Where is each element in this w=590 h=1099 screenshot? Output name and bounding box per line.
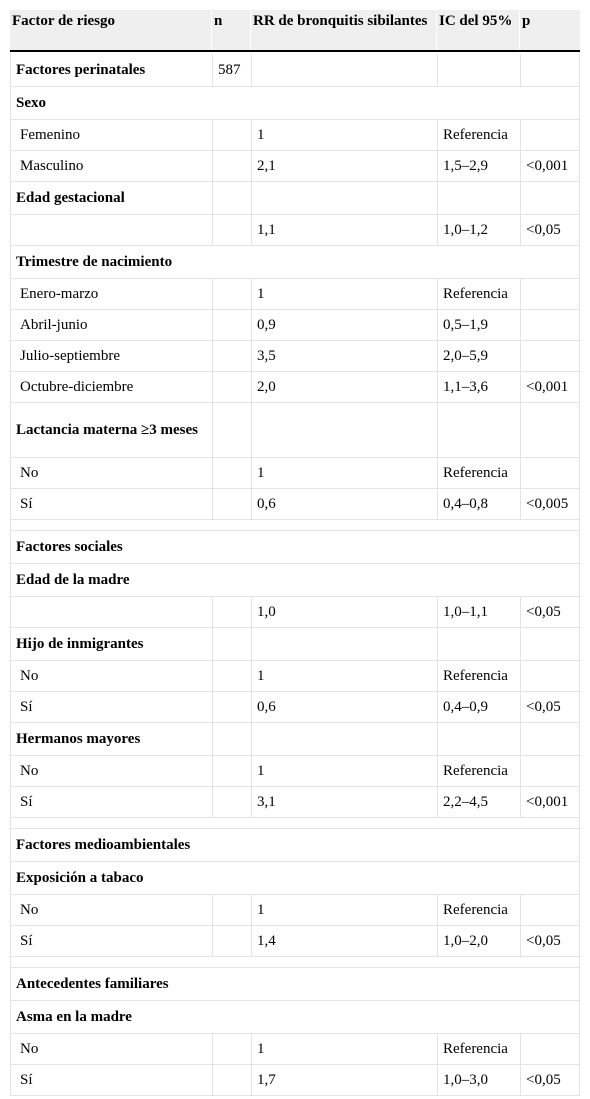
section-row [10,54,580,87]
cell-factor: Factores sociales [16,539,123,555]
cell-factor: Sexo [16,95,46,111]
cell-p: <0,005 [520,489,581,519]
cell-rr: 1,4 [251,926,437,956]
cell-rr: 1,0 [251,597,437,627]
cell-ic: 1,0–3,0 [437,1065,520,1095]
table-row [10,341,580,372]
cell-p [520,564,581,596]
spacer-row [10,520,580,531]
section-row [10,246,580,279]
cell-rr: 3,1 [251,787,437,817]
cell-p: <0,001 [520,372,581,402]
cell-factor [11,597,212,627]
cell-factor: Antecedentes familiares [16,976,169,992]
cell-ic [437,968,520,1000]
cell-rr: 1 [251,661,437,691]
cell-factor: Exposición a tabaco [16,870,144,886]
table-row [10,1065,580,1096]
cell-ic [437,87,520,119]
cell-factor: Octubre-diciembre [20,379,134,395]
cell-p [520,723,581,755]
cell-p [520,628,581,660]
cell-rr [251,829,437,861]
cell-factor: Sí [20,496,33,512]
cell-rr: 2,0 [251,372,437,402]
cell-ic: Referencia [437,120,520,150]
cell-factor: No [20,668,39,684]
cell-n [212,862,251,894]
section-row [10,862,580,895]
cell-rr [251,403,437,457]
cell-factor: Julio-septiembre [20,348,120,364]
cell-n [212,628,251,660]
spacer-row [10,957,580,968]
cell-p [520,120,581,150]
cell-factor: Lactancia materna ≥3 meses [16,422,198,438]
cell-ic: 0,4–0,8 [437,489,520,519]
cell-factor: Sí [20,933,33,949]
cell-p: <0,001 [520,151,581,181]
cell-rr: 2,1 [251,151,437,181]
cell-rr [251,628,437,660]
cell-rr [251,564,437,596]
cell-n [212,692,251,722]
cell-rr: 1 [251,756,437,786]
cell-n [212,151,251,181]
cell-p [520,403,581,457]
cell-n [212,341,251,371]
cell-factor: Hijo de inmigrantes [16,636,144,652]
spacer-row [10,818,580,829]
header-factor: Factor de riesgo [12,13,116,29]
cell-p: <0,05 [520,1065,581,1095]
section-row [10,723,580,756]
cell-ic: Referencia [437,895,520,925]
cell-ic: 0,5–1,9 [437,310,520,340]
cell-n [212,215,251,245]
cell-ic: 2,2–4,5 [437,787,520,817]
cell-factor: No [20,763,39,779]
cell-rr: 0,6 [251,692,437,722]
header-ic: IC del 95% [436,10,519,50]
cell-ic [437,54,520,86]
cell-p [520,310,581,340]
cell-rr: 1 [251,120,437,150]
cell-ic: Referencia [437,458,520,488]
cell-factor: No [20,465,39,481]
cell-p [520,341,581,371]
cell-n: 587 [212,54,251,86]
cell-factor: Trimestre de nacimiento [16,254,173,270]
cell-p [520,246,581,278]
header-n: n [211,10,250,50]
cell-p [520,661,581,691]
cell-rr: 1 [251,279,437,309]
cell-ic: Referencia [437,661,520,691]
cell-n [212,895,251,925]
cell-rr [251,1001,437,1033]
table-row [10,1034,580,1065]
cell-p [520,968,581,1000]
cell-rr [251,246,437,278]
table-row [10,372,580,403]
cell-p: <0,05 [520,692,581,722]
cell-factor: Factores perinatales [16,62,146,78]
cell-rr [251,87,437,119]
cell-factor: Enero-marzo [20,286,99,302]
cell-n [212,182,251,214]
cell-rr: 3,5 [251,341,437,371]
cell-n [212,1001,251,1033]
header-p: p [519,10,580,50]
table-row [10,279,580,310]
section-row [10,829,580,862]
cell-p [520,895,581,925]
table-row [10,310,580,341]
cell-factor: Femenino [20,127,80,143]
cell-n [212,489,251,519]
cell-ic [437,723,520,755]
cell-ic [437,403,520,457]
cell-rr: 1 [251,895,437,925]
cell-n [212,458,251,488]
cell-n [212,787,251,817]
cell-p: <0,001 [520,787,581,817]
cell-n [212,597,251,627]
cell-n [212,279,251,309]
cell-factor: Asma en la madre [16,1009,132,1025]
cell-factor: Sí [20,794,33,810]
cell-n [212,310,251,340]
table-row [10,787,580,818]
cell-n [212,372,251,402]
cell-factor: Hermanos mayores [16,731,141,747]
cell-p [520,1034,581,1064]
cell-n [212,1034,251,1064]
cell-factor: Factores medioambientales [16,837,191,853]
section-row [10,531,580,564]
cell-p [520,87,581,119]
cell-rr [251,862,437,894]
cell-rr [251,968,437,1000]
section-row [10,968,580,1001]
table-row [10,597,580,628]
cell-ic [437,246,520,278]
cell-p: <0,05 [520,215,581,245]
cell-n [212,756,251,786]
section-row [10,1001,580,1034]
table-row [10,151,580,182]
table-row [10,661,580,692]
cell-rr [251,182,437,214]
cell-ic [437,829,520,861]
cell-n [212,829,251,861]
cell-factor: Masculino [20,158,84,174]
cell-factor: Edad de la madre [16,572,130,588]
cell-rr: 0,6 [251,489,437,519]
table-row [10,458,580,489]
cell-ic: Referencia [437,756,520,786]
cell-factor: Sí [20,699,33,715]
cell-ic: Referencia [437,279,520,309]
cell-p [520,531,581,563]
table-header-row [10,10,580,52]
section-row [10,87,580,120]
cell-n [212,926,251,956]
cell-p [520,458,581,488]
cell-ic: 1,1–3,6 [437,372,520,402]
cell-rr: 1 [251,1034,437,1064]
table-row [10,215,580,246]
cell-n [212,564,251,596]
cell-p: <0,05 [520,926,581,956]
cell-factor [11,215,212,245]
cell-p [520,1001,581,1033]
section-row [10,564,580,597]
table-row [10,120,580,151]
cell-rr [251,723,437,755]
section-row [10,182,580,215]
cell-n [212,403,251,457]
cell-ic [437,182,520,214]
cell-ic [437,531,520,563]
cell-n [212,246,251,278]
table-row [10,489,580,520]
cell-ic: 1,0–1,2 [437,215,520,245]
cell-p [520,279,581,309]
cell-factor: No [20,1041,39,1057]
table-row [10,692,580,723]
cell-p [520,862,581,894]
table-row [10,756,580,787]
cell-rr: 1 [251,458,437,488]
cell-n [212,531,251,563]
cell-n [212,723,251,755]
cell-rr: 0,9 [251,310,437,340]
table-row [10,926,580,957]
cell-rr [251,531,437,563]
cell-p: <0,05 [520,597,581,627]
section-row [10,628,580,661]
cell-rr: 1,1 [251,215,437,245]
cell-n [212,87,251,119]
cell-n [212,661,251,691]
cell-rr: 1,7 [251,1065,437,1095]
cell-factor: Edad gestacional [16,190,125,206]
cell-n [212,120,251,150]
section-row [10,403,580,458]
table-row [10,895,580,926]
cell-n [212,968,251,1000]
cell-ic [437,1001,520,1033]
cell-ic: 2,0–5,9 [437,341,520,371]
cell-factor: Sí [20,1072,33,1088]
cell-p [520,54,581,86]
cell-ic: 1,0–1,1 [437,597,520,627]
cell-ic [437,862,520,894]
cell-factor: No [20,902,39,918]
cell-ic [437,628,520,660]
cell-ic: 1,0–2,0 [437,926,520,956]
cell-n [212,1065,251,1095]
cell-p [520,182,581,214]
cell-p [520,756,581,786]
cell-ic: Referencia [437,1034,520,1064]
cell-ic [437,564,520,596]
cell-ic: 1,5–2,9 [437,151,520,181]
cell-p [520,829,581,861]
cell-rr [251,54,437,86]
cell-ic: 0,4–0,9 [437,692,520,722]
cell-factor: Abril-junio [20,317,88,333]
header-rr: RR de bronquitis sibilantes [250,10,436,50]
